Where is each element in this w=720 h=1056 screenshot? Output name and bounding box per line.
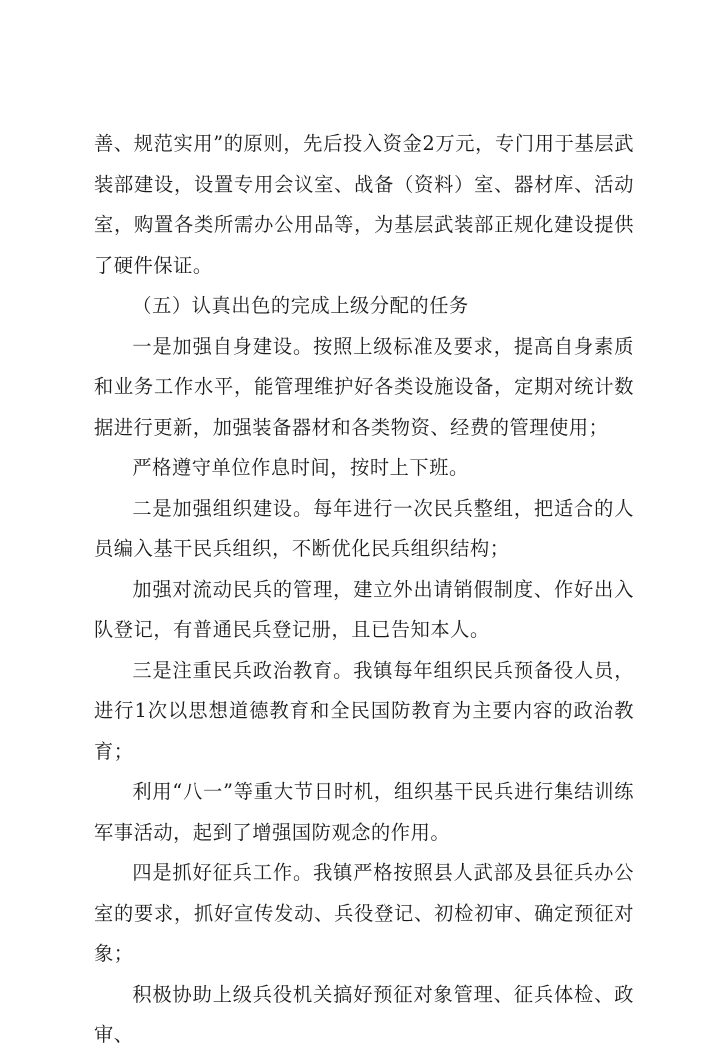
paragraph-conscription: 四是抓好征兵工作。我镇严格按照县人武部及县征兵办公室的要求，抓好宣传发动、兵役登记、初检初审、确定预征对象；	[94, 861, 634, 965]
paragraph-continuation: 善、规范实用”的原则，先后投入资金2万元，专门用于基层武装部建设，设置专用会议室、战备（资料）室、器材库、活动室，购置各类所需办公用品等，为基层武装部正规化建设提供了硬件保证。	[94, 132, 634, 277]
paragraph-organization-building: 二是加强组织建设。每年进行一次民兵整组，把适合的人员编入基干民兵组织，不断优化民兵组织结构；	[94, 496, 634, 560]
paragraph-work-hours: 严格遵守单位作息时间，按时上下班。	[132, 456, 469, 479]
paragraph-assist-authorities: 积极协助上级兵役机关搞好预征对象管理、征兵体检、政审、	[94, 982, 634, 1046]
paragraph-august-first: 利用“八一”等重大节日时机，组织基干民兵进行集结训练军事活动，起到了增强国防观念的作用。	[94, 780, 634, 844]
section-heading-five: （五）认真出色的完成上级分配的任务	[132, 294, 469, 317]
paragraph-political-education: 三是注重民兵政治教育。我镇每年组织民兵预备役人员，进行1次以思想道德教育和全民国防教育为主要内容的政治教育；	[94, 658, 634, 763]
paragraph-self-building: 一是加强自身建设。按照上级标准及要求，提高自身素质和业务工作水平，能管理维护好各类设施设备，定期对统计数据进行更新，加强装备器材和各类物资、经费的管理使用；	[94, 334, 634, 439]
paragraph-mobile-militia: 加强对流动民兵的管理，建立外出请销假制度、作好出入队登记，有普通民兵登记册，且已告知本人。	[94, 577, 634, 641]
body-text	[94, 124, 634, 1056]
